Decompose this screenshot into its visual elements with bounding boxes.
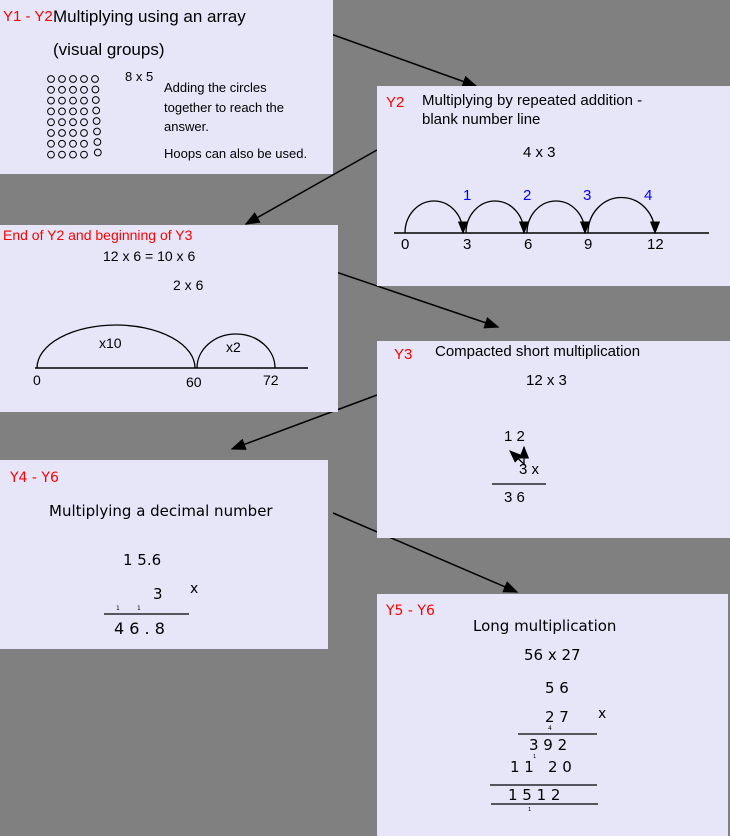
stage-label: Y2	[386, 94, 405, 111]
panel-title: Long multiplication	[473, 617, 617, 635]
array-circle	[70, 97, 77, 104]
array-circle	[81, 151, 88, 158]
array-circle	[59, 86, 66, 93]
array-circle	[81, 86, 88, 93]
tick-label: 12	[647, 236, 664, 253]
array-circle	[59, 151, 66, 158]
stage-label: Y1 - Y2	[3, 8, 53, 25]
expression-2: 2 x 6	[173, 277, 204, 293]
carry: 1	[137, 605, 141, 612]
stage-label: Y3	[394, 346, 413, 363]
jump-label: x2	[226, 339, 241, 355]
panel-title: Compacted short multiplication	[435, 343, 641, 360]
tick-label: 9	[584, 236, 593, 253]
array-circle	[81, 119, 88, 126]
number-line	[377, 86, 730, 286]
array-circle	[94, 149, 101, 156]
array-circle	[70, 151, 77, 158]
array-circle	[81, 108, 88, 115]
array-circle	[81, 130, 88, 137]
operator: x	[598, 706, 607, 722]
expression-1: 12 x 6 = 10 x 6	[103, 248, 196, 264]
panel-title-line1: Multiplying by repeated addition -	[422, 92, 643, 109]
arrow-1-to-2	[328, 33, 476, 86]
stage-label: End of Y2 and beginning of Y3	[3, 227, 193, 243]
array-circle	[48, 76, 55, 83]
panel-long-multiplication	[377, 594, 728, 836]
note-line-2: together to reach the	[164, 100, 284, 115]
answer: 4 6 . 8	[114, 619, 165, 638]
array-circle	[81, 140, 88, 147]
array-circle	[70, 130, 77, 137]
array-circle	[94, 128, 101, 135]
array-circle	[59, 140, 66, 147]
carry: 1	[533, 754, 537, 760]
panel-short-multiplication	[377, 341, 730, 538]
array-circle	[59, 76, 66, 83]
array-circle	[93, 118, 100, 125]
tick-label: 60	[186, 374, 202, 390]
note-line-4: Hoops can also be used.	[164, 146, 308, 161]
array-circle	[94, 139, 101, 146]
panel-array	[0, 0, 333, 174]
partial-product-2b: 2 0	[548, 758, 572, 776]
array-circle	[48, 151, 55, 158]
jump-label: x10	[99, 335, 122, 351]
array-circle	[48, 130, 55, 137]
array-circle	[93, 107, 100, 114]
array-circle	[92, 86, 99, 93]
multiplier: 3	[153, 585, 163, 603]
operator: x	[190, 581, 199, 597]
expression: 8 x 5	[125, 69, 154, 84]
partial-product-1: 3 9 2	[529, 736, 568, 754]
panel-repeated-addition	[377, 86, 730, 286]
stage-label: Y4 - Y6	[10, 470, 59, 486]
array-circle	[48, 97, 55, 104]
array-circle	[81, 76, 88, 83]
expression: 12 x 3	[526, 372, 567, 389]
array-circle	[81, 97, 88, 104]
jump-label: 2	[523, 187, 532, 204]
array-circle	[70, 86, 77, 93]
array-circle	[92, 76, 99, 83]
array-circle	[59, 119, 66, 126]
multiplicand: 5 6	[545, 679, 569, 697]
array-circle	[92, 97, 99, 104]
array-circle	[48, 86, 55, 93]
array-circle	[59, 108, 66, 115]
carry: 4	[548, 725, 552, 732]
multiplier: 3 x	[519, 461, 540, 478]
tick-label: 0	[33, 372, 41, 388]
panel-subtitle: (visual groups)	[53, 40, 165, 59]
multiplicand: 1 2	[504, 428, 525, 445]
array-circle	[70, 119, 77, 126]
jump-label: 4	[644, 187, 653, 204]
panel-title: Multiplying using an array	[53, 7, 246, 26]
number-line	[0, 225, 338, 412]
array-circle	[70, 140, 77, 147]
multiplier: 2 7	[545, 708, 569, 726]
tick-label: 3	[463, 236, 472, 253]
array-circle	[70, 108, 77, 115]
note-line-1: Adding the circles	[164, 80, 267, 95]
array-circle	[59, 130, 66, 137]
array-circle	[48, 108, 55, 115]
panel-decimal-multiplication	[0, 460, 328, 649]
array-circle	[70, 76, 77, 83]
answer: 1 5 1 2	[508, 786, 561, 804]
expression: 56 x 27	[524, 646, 581, 664]
partial-product-2a: 1 1	[510, 758, 534, 776]
tick-label: 6	[524, 236, 533, 253]
panel-title-line2: blank number line	[422, 111, 541, 128]
working-lines	[377, 594, 728, 836]
array-circle	[48, 140, 55, 147]
carry-arrows	[377, 341, 730, 538]
panel-title: Multiplying a decimal number	[49, 502, 273, 520]
carry: 1	[528, 807, 532, 813]
panel-partitioning	[0, 225, 338, 412]
multiplicand: 1 5.6	[123, 551, 162, 569]
array-circle	[48, 119, 55, 126]
stage-label: Y5 - Y6	[386, 603, 435, 619]
tick-label: 0	[401, 236, 410, 253]
tick-label: 72	[263, 372, 279, 388]
carry: 1	[116, 605, 120, 612]
note-line-3: answer.	[164, 119, 209, 134]
answer: 3 6	[504, 489, 525, 506]
jump-label: 1	[463, 187, 472, 204]
expression: 4 x 3	[523, 144, 556, 161]
array-circle	[59, 97, 66, 104]
jump-label: 3	[583, 187, 592, 204]
